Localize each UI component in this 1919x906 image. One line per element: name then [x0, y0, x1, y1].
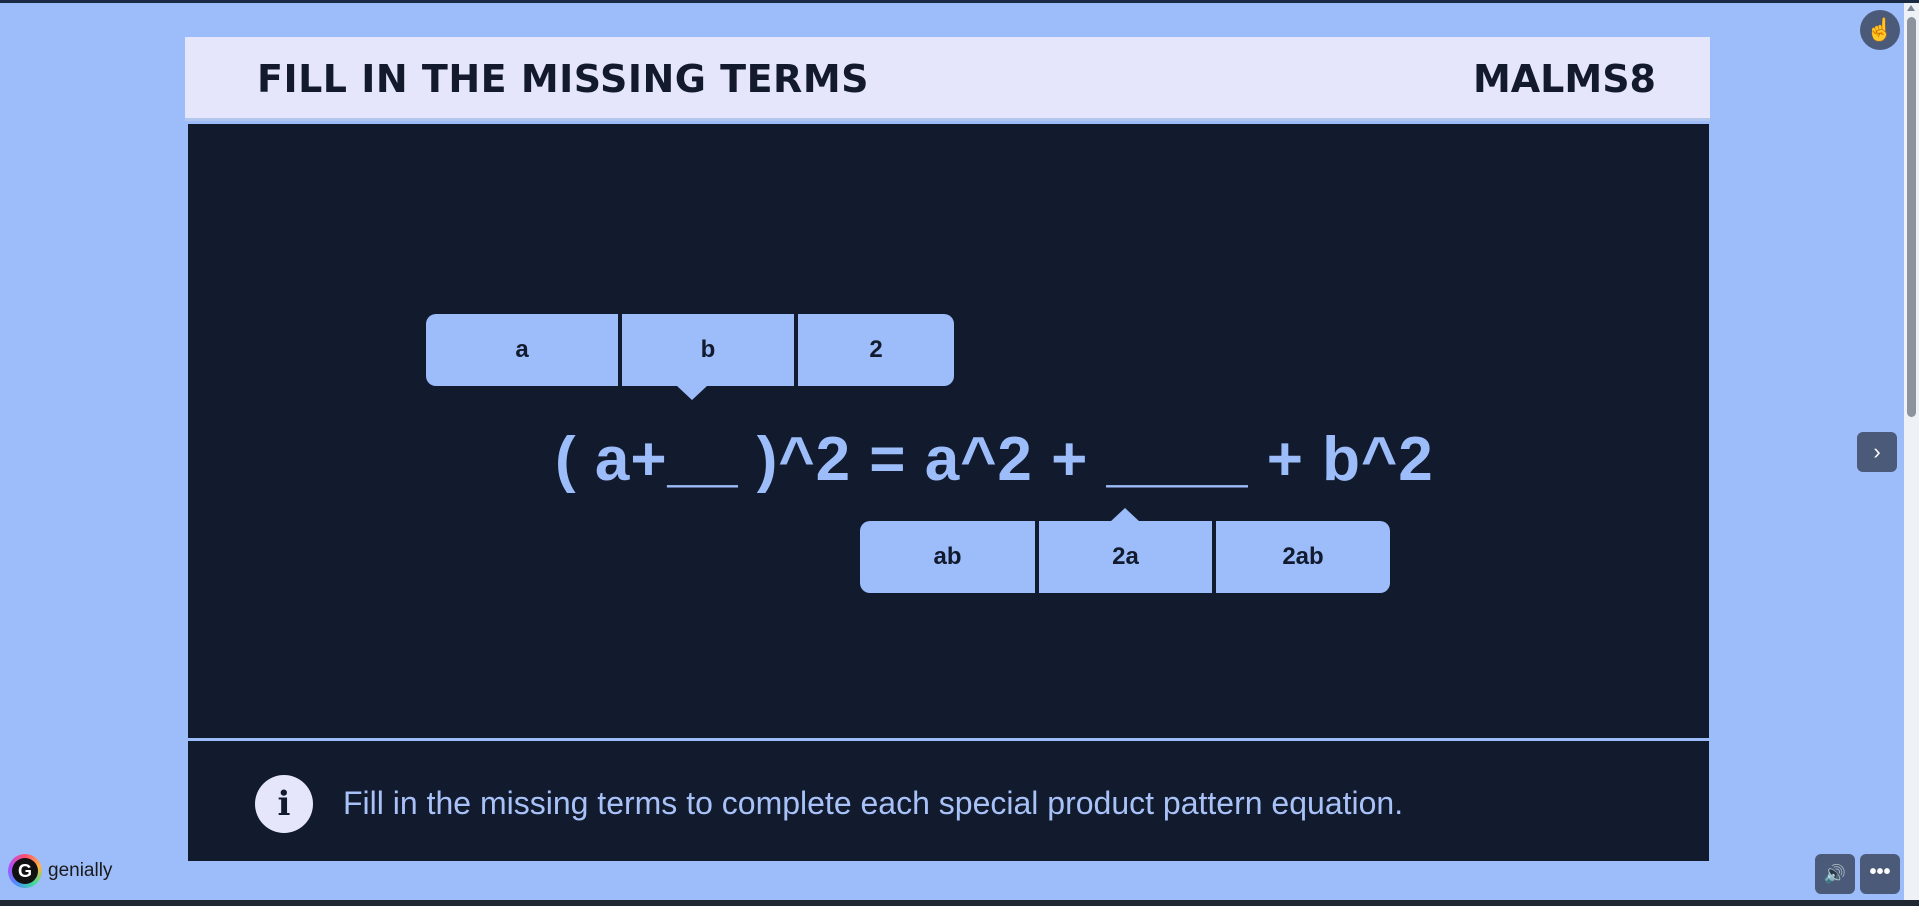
blank2-options — [860, 521, 1390, 593]
blank1-options — [426, 314, 954, 386]
top-strip — [0, 0, 1919, 3]
option-ab[interactable]: ab — [860, 521, 1035, 593]
activity-code: MALMS8 — [1472, 57, 1656, 101]
sound-toggle-button[interactable]: 🔊 — [1815, 854, 1855, 894]
instructions-text: Fill in the missing terms to complete each special product pattern equation. — [343, 785, 1404, 821]
page-title: FILL IN THE MISSING TERMS — [257, 57, 870, 101]
instructions-panel — [188, 741, 1709, 861]
option-2ab[interactable]: 2ab — [1216, 521, 1390, 593]
equation-text: ( a+__ )^2 = a^2 + ____ + b^2 — [555, 425, 1434, 494]
slide-header — [185, 37, 1710, 121]
option-b[interactable]: b — [622, 314, 794, 386]
vertical-scrollbar[interactable] — [1904, 3, 1919, 900]
next-slide-button[interactable]: › — [1857, 432, 1897, 472]
option-2a[interactable]: 2a — [1039, 521, 1212, 593]
more-options-button[interactable]: ••• — [1860, 854, 1900, 894]
brand-name: genially — [48, 860, 113, 881]
option-a[interactable]: a — [426, 314, 618, 386]
bottom-strip — [0, 900, 1919, 906]
scroll-up-icon[interactable] — [1907, 5, 1915, 11]
genially-logo-icon: G — [8, 854, 42, 888]
dropdown-pointer-down — [677, 386, 707, 400]
interaction-hand-button[interactable]: ☝ — [1860, 10, 1900, 50]
scroll-thumb[interactable] — [1907, 17, 1916, 417]
dropdown-pointer-up — [1110, 508, 1140, 522]
option-2[interactable]: 2 — [798, 314, 954, 386]
info-icon: i — [255, 775, 313, 833]
genially-badge[interactable] — [8, 853, 112, 889]
